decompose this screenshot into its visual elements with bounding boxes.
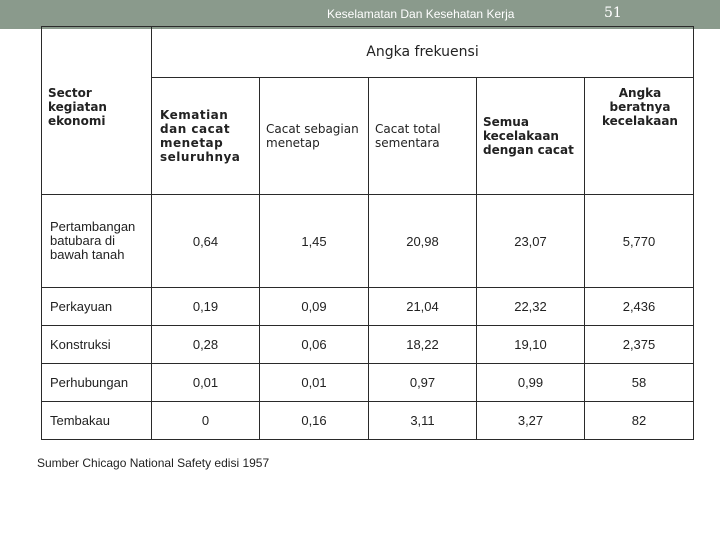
table-row [42,195,694,288]
cell-kematian: 0,01 [152,364,260,402]
cell-sebagian: 0,01 [260,364,369,402]
column-header-semua-kecelakaan: Semua kecelakaan dengan cacat [477,78,585,195]
cell-beratnya: 5,770 [585,195,694,288]
frequency-table [41,26,694,440]
slide-header-bar [0,0,720,29]
header-title: Keselamatan Dan Kesehatan Kerja [327,7,515,21]
cell-beratnya: 2,375 [585,326,694,364]
column-header-sector: Sector kegiatan ekonomi [42,78,152,195]
cell-kematian: 0 [152,402,260,440]
cell-sector: Perkayuan [42,288,152,326]
cell-total: 3,11 [369,402,477,440]
column-header-kematian: Kematian dan cacat menetap seluruhnya [152,78,260,195]
page-number: 51 [604,5,622,21]
cell-total: 20,98 [369,195,477,288]
cell-total: 0,97 [369,364,477,402]
cell-beratnya: 58 [585,364,694,402]
cell-sector: Tembakau [42,402,152,440]
cell-sebagian: 0,06 [260,326,369,364]
table-row [42,364,694,402]
cell-sector: Perhubungan [42,364,152,402]
cell-beratnya: 2,436 [585,288,694,326]
cell-sector: Konstruksi [42,326,152,364]
cell-sebagian: 0,09 [260,288,369,326]
cell-semua: 3,27 [477,402,585,440]
cell-sebagian: 0,16 [260,402,369,440]
cell-kematian: 0,64 [152,195,260,288]
table-corner-cell [42,27,152,78]
cell-beratnya: 82 [585,402,694,440]
column-header-cacat-total: Cacat total sementara [369,78,477,195]
column-header-angka-beratnya: Angka beratnya kecelakaan [585,78,694,195]
cell-total: 21,04 [369,288,477,326]
table-row [42,288,694,326]
table-row [42,402,694,440]
cell-kematian: 0,28 [152,326,260,364]
source-note: Sumber Chicago National Safety edisi 1957 [37,456,270,470]
cell-kematian: 0,19 [152,288,260,326]
cell-semua: 23,07 [477,195,585,288]
cell-semua: 19,10 [477,326,585,364]
cell-sector: Pertambangan batubara di bawah tanah [42,195,152,288]
group-header: Angka frekuensi [152,27,694,78]
cell-total: 18,22 [369,326,477,364]
cell-semua: 0,99 [477,364,585,402]
cell-semua: 22,32 [477,288,585,326]
cell-sebagian: 1,45 [260,195,369,288]
table-row [42,326,694,364]
column-header-cacat-sebagian: Cacat sebagian menetap [260,78,369,195]
